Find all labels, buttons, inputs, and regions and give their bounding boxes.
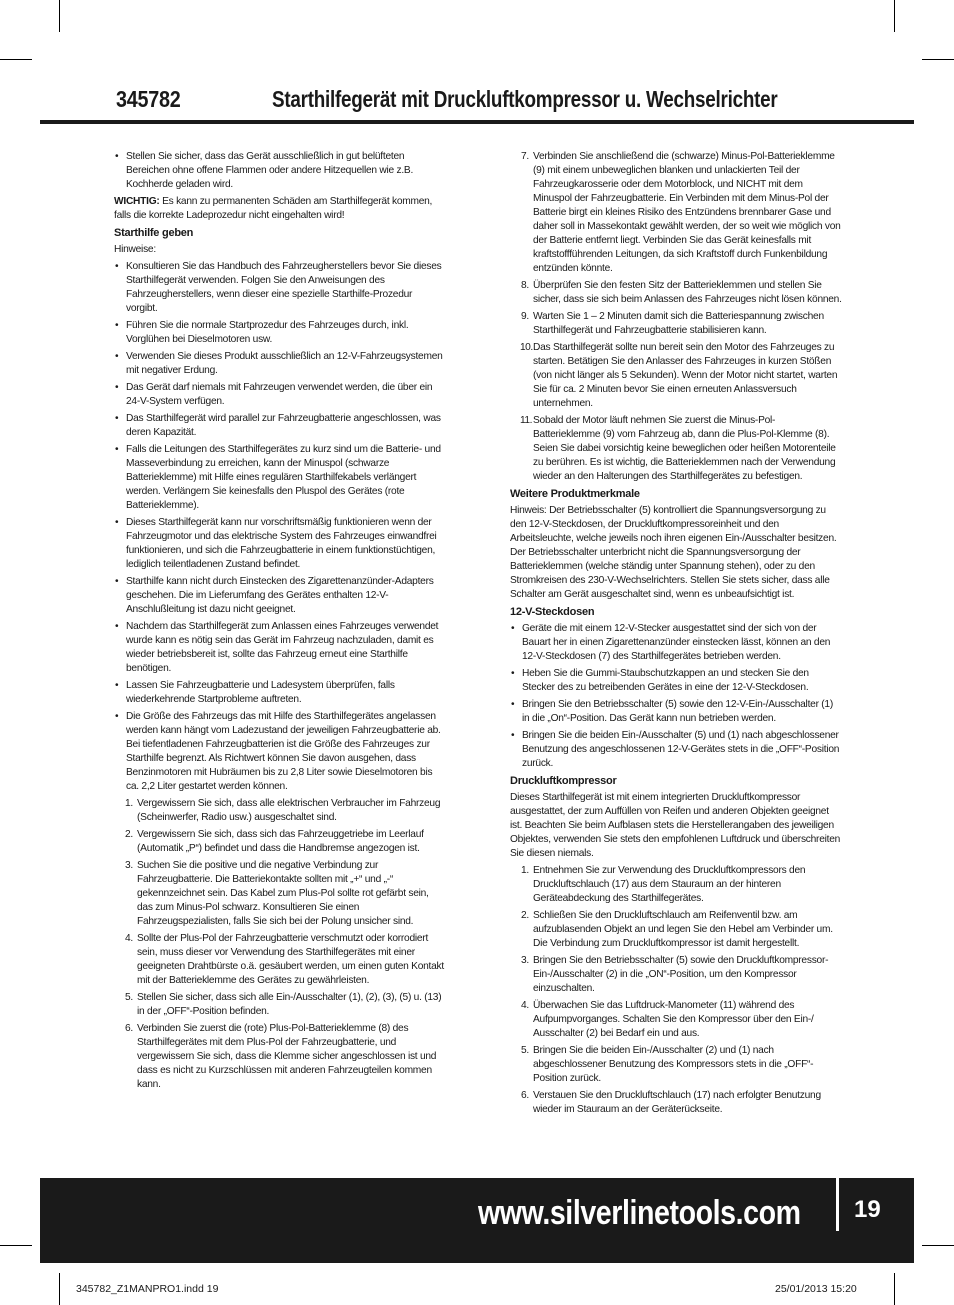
list-item: • Verwenden Sie dieses Produkt ausschließlich an 12-V-Fahrzeugsystemen mit negativer Erdung. (114, 350, 444, 378)
footer-separator (836, 1178, 839, 1231)
print-slug-date: 25/01/2013 15:20 (775, 1283, 857, 1295)
list-item: • Starthilfe kann nicht durch Einstecken des Zigarettenanzünder-Adapters geschehen. Die im Lieferumfang des Gerätes enthalten 12-V-Anschlußleitung ist dazu nicht geeignet. (114, 575, 444, 617)
numbered-step (510, 1044, 842, 1086)
right-column (510, 150, 842, 1120)
step-text: Das Starthilfegerät sollte nun bereit sein den Motor des Fahrzeuges zu starten. Betätigen Sie den Anlasser des Fahrzeuges in kurzen Stößen (von nicht länger als 5 Sekunden). Wenn der Motor nicht startet, warten Sie für ca. 2 Minuten bevor Sie einen erneuten Anlassversuch unternehmen. (533, 342, 838, 409)
crop-mark (922, 59, 954, 60)
page-header (116, 86, 914, 116)
numbered-step (510, 864, 842, 906)
step-number: 6. (521, 1090, 529, 1101)
print-slug-file: 345782_Z1MANPRO1.indd 19 (76, 1283, 219, 1295)
numbered-step (510, 954, 842, 996)
crop-mark (894, 1273, 895, 1305)
numbered-step (510, 1089, 842, 1117)
step-text: Stellen Sie sicher, dass sich alle Ein-/Ausschalter (1), (2), (3), (5) u. (13) in der „OFF“-Position befinden. (137, 992, 442, 1017)
step-number: 5. (125, 992, 133, 1003)
notes-label: Hinweise: (114, 244, 156, 255)
numbered-step (114, 859, 444, 929)
list-item: • Nachdem das Starthilfegerät zum Anlassen eines Fahrzeuges verwendet wurde kann es nötig sein das Gerät im Fahrzeug nachzuladen, damit es wieder betriebsbereit ist, sollte das Fahrzeug erneut eine Starthilfe benötigen. (114, 620, 444, 676)
numbered-step (114, 991, 444, 1019)
numbered-step (510, 279, 842, 307)
warning-note (114, 195, 444, 223)
numbered-step (510, 909, 842, 951)
list-item: • Bringen Sie die beiden Ein-/Ausschalter (5) und (1) nach abgeschlossener Benutzung des angeschlossenen 12-V-Gerätes stets in die „OFF“-Position zurück. (510, 729, 842, 771)
left-column (114, 150, 444, 1095)
step-number: 7. (521, 151, 529, 162)
step-number: 10. (520, 342, 533, 353)
step-number: 3. (125, 860, 133, 871)
step-number: 1. (125, 798, 133, 809)
step-number: 6. (125, 1023, 133, 1034)
warning-label: WICHTIG: (114, 196, 160, 207)
list-item: • Das Gerät darf niemals mit Fahrzeugen verwendet werden, die über ein 24-V-System verfügen. (114, 381, 444, 409)
crop-mark (0, 59, 32, 60)
step-number: 2. (125, 829, 133, 840)
step-number: 8. (521, 280, 529, 291)
list-item: • Heben Sie die Gummi-Staubschutzkappen an und stecken Sie den Stecker des zu betreibenden Gerätes in eine der 12-V-Steckdosen. (510, 667, 842, 695)
numbered-step (114, 1022, 444, 1092)
step-text: Überprüfen Sie den festen Sitz der Batterieklemmen und stellen Sie sicher, dass sie sich beim Anlassen des Fahrzeuges nicht lösen können. (533, 280, 842, 305)
step-number: 11. (520, 415, 532, 426)
crop-mark (0, 1245, 32, 1246)
step-text: Verbinden Sie zuerst die (rote) Plus-Pol-Batterieklemme (8) des Starthilfegerätes mit dem Plus-Pol der Fahrzeugbatterie, und vergewissern Sie sich, dass die Klemme sicher angeschlossen ist und dass es nicht zu Kurzschlüssen mit anderen Fahrzeugteilen kommen kann. (137, 1023, 437, 1090)
page-title: Starthilfegerät mit Druckluftkompressor u. Wechselrichter (272, 86, 778, 112)
step-number: 3. (521, 955, 529, 966)
step-number: 4. (521, 1000, 529, 1011)
numbered-step (510, 310, 842, 338)
step-text: Warten Sie 1 – 2 Minuten damit sich die Batteriespannung zwischen Starthilfegerät und Fahrzeugbatterie stabilisieren kann. (533, 311, 824, 336)
list-item: • Bringen Sie den Betriebsschalter (5) sowie den 12-V-Ein-/Ausschalter (1) in die „On“-Position. Das Gerät kann nun betrieben werden. (510, 698, 842, 726)
model-number: 345782 (116, 86, 181, 112)
step-text: Überwachen Sie das Luftdruck-Manometer (11) während des Aufpumpvorganges. Schalten Sie den Kompressor über den Ein-/ Ausschalter (2) bei Bedarf ein und aus. (533, 1000, 814, 1039)
step-text: Schließen Sie den Druckluftschlauch am Reifenventil bzw. am aufzublasenden Objekt an und legen Sie den Hebel am Verbinder um. Die Verbindung zum Druckluftkompressor ist damit hergestellt. (533, 910, 833, 949)
step-text: Sobald der Motor läuft nehmen Sie zuerst die Minus-Pol-Batterieklemme (9) vom Fahrzeug ab, dann die Plus-Pol-Klemme (8). Seien Sie dabei vorsichtig keine beweglichen oder heißen Motorenteile zu berühren. Es ist wichtig, die Batterieklemmen nach der Verwendung wieder an den Halterungen des Starthilfegerätes zu befestigen. (533, 415, 836, 482)
page-number: 19 (854, 1196, 881, 1223)
website-url: www.silverlinetools.com (478, 1194, 801, 1232)
step-number: 4. (125, 933, 133, 944)
list-item: • Geräte die mit einem 12-V-Stecker ausgestattet sind der sich von der Bauart her in einen Zigarettenanzünder einstecken lässt, können an den 12-V-Steckdosen (7) des Starthilfegerätes betrieben werden. (510, 622, 842, 664)
numbered-step (510, 341, 842, 411)
features-paragraph: Hinweis: Der Betriebsschalter (5) kontrolliert die Spannungsversorgung zu den 12-V-Steckdosen, der Druckluftkompressoreinheit und den Arbeitsleuchte, welche jeweils noch ihren eigenen Ein-/Ausschalter besitzen. Der Betriebsschalter unterbricht nicht die Spannungsversorgung der Batterieklemmen (welche ständig unter Spannung stehen), oder zu den Stromkreisen des 230-V-Wechselrichters. Stellen Sie stets sicher, dass alle Schalter am Gerät ausgeschaltet sind, wenn es unbeaufsichtigt ist. (510, 505, 837, 600)
header-rule (40, 120, 914, 124)
section-heading-compressor: Druckluftkompressor (510, 775, 617, 787)
warning-text: Es kann zu permanenten Schäden am Starthilfegerät kommen, falls die korrekte Ladeprozedur nicht eingehalten wird! (114, 196, 433, 221)
step-text: Bringen Sie die beiden Ein-/Ausschalter (2) und (1) nach abgeschlossener Benutzung des Kompressors stets in die „OFF“-Position zurück. (533, 1045, 814, 1084)
section-heading-12v: 12-V-Steckdosen (510, 606, 595, 618)
step-number: 9. (521, 311, 529, 322)
step-text: Entnehmen Sie zur Verwendung des Druckluftkompressors den Druckluftschlauch (17) aus dem Stauraum an der hinteren Geräteabdeckung des Starthilfegerätes. (533, 865, 806, 904)
list-item: • Führen Sie die normale Startprozedur des Fahrzeuges durch, inkl. Vorglühen bei Dieselmotoren usw. (114, 319, 444, 347)
step-text: Vergewissern Sie sich, dass sich das Fahrzeuggetriebe im Leerlauf (Automatik „P“) befindet und dass die Handbremse angezogen ist. (137, 829, 424, 854)
numbered-step (510, 414, 842, 484)
step-number: 1. (521, 865, 529, 876)
footer-banner (40, 1178, 914, 1263)
step-text: Verbinden Sie anschließend die (schwarze) Minus-Pol-Batterieklemme (9) mit einem unbeweglichen blanken und unlackierten Teil der Fahrzeugkarosserie oder dem Motorblock, und NICHT mit dem Minuspol der Fahrzeugbatterie. Ein Verbinden mit dem Minus-Pol der Batterie birgt ein kleines Risiko des Entzündens brennbarer Gase und daher soll in Massekontakt gewählt werden, der so weit wie möglich von der Batterie entfernt liegt. Verbinden Sie das Gerät keinesfalls mit kraftstoffführenden Leitungen, da sich Kraftstoff durch Funkenbildung entzünden könnte. (533, 151, 841, 274)
numbered-step (510, 150, 842, 276)
crop-mark (894, 0, 895, 32)
section-heading-features: Weitere Produktmerkmale (510, 488, 640, 500)
list-item: • Stellen Sie sicher, dass das Gerät ausschließlich in gut belüfteten Bereichen ohne offene Flammen oder andere Hitzequellen wie z.B. Kochherde geladen wird. (114, 150, 444, 192)
list-item: • Falls die Leitungen des Starthilfegerätes zu kurz sind um die Batterie- und Masseverbindung zu erreichen, kann der Minuspol (schwarze Batterieklemme) mit Hilfe eines regulären Starthilfekabels verlängert werden. Verlängern Sie keinesfalls den Pluspol des Gerätes (rote Batterieklemme). (114, 443, 444, 513)
step-text: Sollte der Plus-Pol der Fahrzeugbatterie verschmutzt oder korrodiert sein, muss dieser vor Verwendung des Starthilfegerätes mit einer geeigneten Drahtbürste o.ä. gesäubert werden, um einen guten Kontakt mit der Batterieklemme des Gerätes zu gewährleisten. (137, 933, 444, 986)
list-item: • Lassen Sie Fahrzeugbatterie und Ladesystem überprüfen, falls wiederkehrende Startprobleme auftreten. (114, 679, 444, 707)
crop-mark (59, 0, 60, 32)
step-number: 2. (521, 910, 529, 921)
numbered-step (114, 828, 444, 856)
crop-mark (922, 1245, 954, 1246)
crop-mark (59, 1273, 60, 1305)
section-heading-starthilfe: Starthilfe geben (114, 227, 194, 239)
numbered-step (114, 797, 444, 825)
compressor-paragraph: Dieses Starthilfegerät ist mit einem integrierten Druckluftkompressor ausgestattet, der zum Auffüllen von Reifen und anderen Objekten geeignet ist. Beachten Sie beim Aufblasen stets die Herstellerangaben des jeweiligen Objektes, verwenden Sie stets den empfohlenen Luftdruck und überschreiten Sie diesen niemals. (510, 792, 841, 859)
step-text: Suchen Sie die positive und die negative Verbindung zur Fahrzeugbatterie. Die Batteriekontakte sollten mit „+“ und „-“ gekennzeichnet sein. Das Kabel zum Plus-Pol sollte rot gefärbt sein, das zum Minus-Pol schwarz. Konsultieren Sie einen Fahrzeugspezialisten, falls Sie sich bei der Polung unsicher sind. (137, 860, 429, 927)
list-item: • Konsultieren Sie das Handbuch des Fahrzeugherstellers bevor Sie dieses Starthilfegerät verwenden. Folgen Sie den Anweisungen des Fahrzeugherstellers, wenn dieser eine spezielle Starthilfe-Prozedur vorgibt. (114, 260, 444, 316)
list-item: • Dieses Starthilfegerät kann nur vorschriftsmäßig funktionieren wenn der Fahrzeugmotor und das elektrische System des Fahrzeuges einwandfrei funktionieren, und sich die Fahrzeugbatterie in einem funktionstüchtigen, lediglich teilentladenen Zustand befindet. (114, 516, 444, 572)
numbered-step (114, 932, 444, 988)
step-number: 5. (521, 1045, 529, 1056)
list-item: • Die Größe des Fahrzeugs das mit Hilfe des Starthilfegerätes angelassen werden kann hängt vom Ladezustand der jeweiligen Fahrzeugbatterie ab. Bei tiefentladenen Fahrzeugbatterien ist die Größe des Fahrzeuges zur Starthilfe begrenzt. Als Richtwert können Sie davon ausgehen, dass Benzinmotoren mit Hubräumen bis zu 2,8 Liter sowie Dieselmotoren bis ca. 2,2 Liter gestartet werden können. (114, 710, 444, 794)
step-text: Verstauen Sie den Druckluftschlauch (17) nach erfolgter Benutzung wieder im Stauraum an der Geräterückseite. (533, 1090, 821, 1115)
step-text: Bringen Sie den Betriebsschalter (5) sowie den Druckluftkompressor-Ein-/Ausschalter (2) in die „ON“-Position, um den Kompressor einzuschalten. (533, 955, 829, 994)
numbered-step (510, 999, 842, 1041)
list-item: • Das Starthilfegerät wird parallel zur Fahrzeugbatterie angeschlossen, was deren Kapazität. (114, 412, 444, 440)
step-text: Vergewissern Sie sich, dass alle elektrischen Verbraucher im Fahrzeug (Scheinwerfer, Radio usw.) ausgeschaltet sind. (137, 798, 441, 823)
